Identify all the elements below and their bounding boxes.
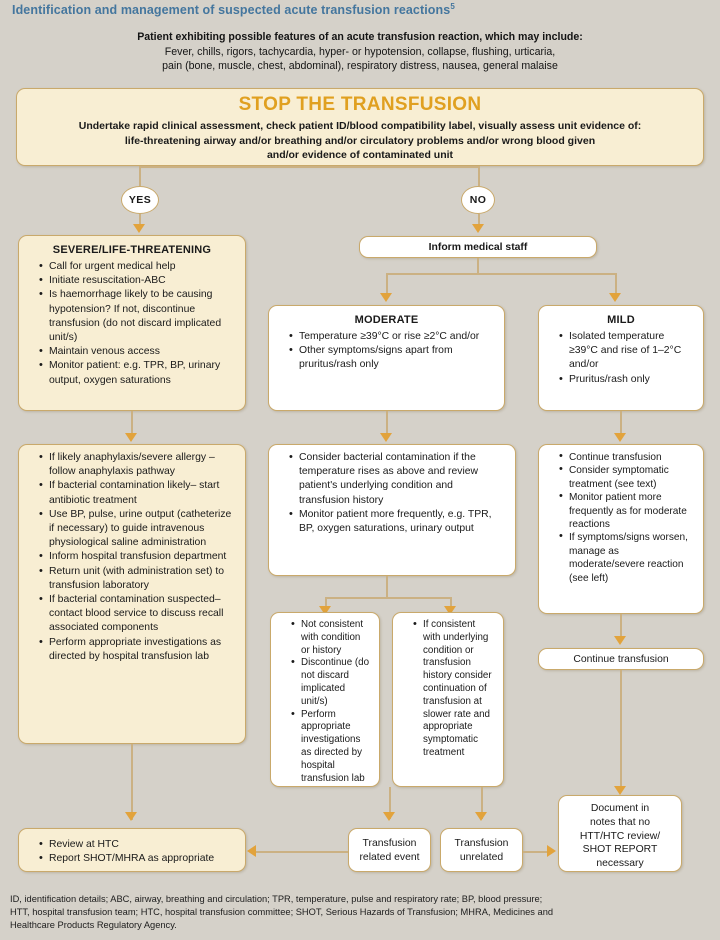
- document-line4: SHOT REPORT: [582, 844, 658, 856]
- decision-no-label: NO: [469, 194, 487, 206]
- transfusion-related-text: [349, 829, 430, 865]
- moderate-box-heading: MODERATE: [354, 314, 419, 326]
- list-item: • Perform appropriate investigations as directed by hospital transfusion lab: [40, 636, 236, 664]
- review-htc-box: [18, 828, 246, 872]
- connector-related-to-review: [256, 851, 348, 853]
- severe-actions-box: [18, 444, 246, 744]
- connector-stop-to-yes: [139, 166, 141, 186]
- transfusion-unrelated-line2: unrelated: [459, 851, 504, 863]
- moderate-actions-list: [278, 451, 506, 536]
- footer-line-1: ID, identification details; ABC, airway, breathing and circulation; TPR, temperature, pulse and respiratory rate; BP, blood pressure;: [10, 894, 543, 904]
- decision-yes: [121, 186, 159, 214]
- transfusion-related-event-box: [348, 828, 431, 872]
- connector-stop-to-no: [478, 166, 480, 186]
- intro-symptoms-line1: Fever, chills, rigors, tachycardia, hyper- or hypotension, collapse, flushing, urticaria,: [164, 45, 556, 58]
- transfusion-related-line1: Transfusion: [362, 838, 417, 849]
- list-item: • Inform hospital transfusion department: [40, 550, 236, 564]
- severe-actions-list: [28, 451, 236, 664]
- list-item: • Monitor patient more frequently, e.g. TPR, BP, oxygen saturations, urinary output: [290, 508, 506, 536]
- arrow-to-mild: [609, 293, 621, 302]
- list-item: • Consider bacterial contamination if the temperature rises as above and review patient's underlying condition and transfusion history: [290, 451, 506, 508]
- severe-box-list: [28, 260, 236, 388]
- connector-continue-to-document: [620, 670, 622, 792]
- arrow-to-review-box: [125, 812, 137, 821]
- connector-moderate-split: [325, 597, 451, 599]
- arrow-to-moderate: [380, 293, 392, 302]
- list-item: • If bacterial contamination likely– start antibiotic treatment: [40, 479, 236, 507]
- connector-severe-actions-down: [131, 744, 133, 820]
- list-item: • Maintain venous access: [40, 345, 236, 359]
- mild-box: [538, 305, 704, 411]
- list-item: • Not consistent with condition or history: [292, 619, 370, 657]
- list-item: • Call for urgent medical help: [40, 260, 236, 274]
- inform-medical-staff-label: Inform medical staff: [428, 242, 528, 253]
- continue-transfusion-box: [538, 648, 704, 670]
- list-item: • Perform appropriate investigations as directed by hospital transfusion lab: [292, 709, 370, 786]
- arrow-no-to-inform: [472, 224, 484, 233]
- mild-box-heading: MILD: [607, 314, 635, 326]
- arrow-moderate-to-actions: [380, 433, 392, 442]
- stop-line-2: life-threatening airway and/or breathing and/or circulatory problems and/or wrong blood given: [124, 134, 596, 147]
- document-notes-text: [559, 796, 681, 871]
- document-line2: notes that no: [589, 816, 651, 828]
- connector-moderate-actions-down: [386, 576, 388, 598]
- arrow-mild-to-actions: [614, 433, 626, 442]
- list-item: • Other symptoms/signs apart from pruritus/rash only: [290, 344, 495, 372]
- arrow-to-continue-transfusion: [614, 636, 626, 645]
- footer-line-3: Healthcare Products Regulatory Agency.: [10, 920, 177, 931]
- transfusion-related-line2: related event: [359, 851, 420, 863]
- list-item: • If consistent with underlying condition or transfusion history consider continuation of transfusion at slower rate and appropriate symptomatic treatment: [414, 619, 494, 760]
- list-item: • Continue transfusion: [560, 451, 694, 464]
- transfusion-unrelated-text: [441, 829, 522, 865]
- not-consistent-list: [280, 619, 370, 785]
- arrow-unrelated-to-document: [547, 845, 556, 857]
- list-item: • Pruritus/rash only: [560, 373, 694, 387]
- intro-symptoms-line2: pain (bone, muscle, chest, abdominal), respiratory distress, nausea, general malaise: [162, 60, 558, 72]
- arrow-severe-to-actions: [125, 433, 137, 442]
- mild-actions-list: [548, 451, 694, 585]
- list-item: • Temperature ≥39°C or rise ≥2°C and/or: [290, 330, 495, 344]
- intro-lead: Patient exhibiting possible features of an acute transfusion reaction, which may include:: [137, 31, 583, 43]
- arrow-yes-to-severe: [133, 224, 145, 233]
- decision-yes-label: YES: [128, 194, 152, 206]
- list-item: • Review at HTC: [40, 838, 236, 852]
- arrow-to-transfusion-unrelated: [475, 812, 487, 821]
- severe-box-heading: SEVERE/LIFE-THREATENING: [52, 244, 212, 256]
- transfusion-unrelated-line1: Transfusion: [454, 838, 509, 849]
- consistent-list: [402, 619, 494, 760]
- not-consistent-box: [270, 612, 380, 787]
- list-item: • Monitor patient: e.g. TPR, BP, urinary output, oxygen saturations: [40, 359, 236, 387]
- page-title: [12, 2, 455, 17]
- severe-box: [18, 235, 246, 411]
- stop-line-3: and/or evidence of contaminated unit: [266, 149, 454, 161]
- document-line5: necessary: [596, 858, 644, 870]
- consistent-box: [392, 612, 504, 787]
- document-notes-box: [558, 795, 682, 872]
- page-title-superscript: 5: [450, 2, 455, 11]
- list-item: • Discontinue (do not discard implicated unit/s): [292, 657, 370, 708]
- mild-box-list: [548, 330, 694, 387]
- document-line1: Document in: [590, 803, 650, 814]
- decision-no: [461, 186, 495, 214]
- connector-unrelated-to-document: [523, 851, 549, 853]
- list-item: • Is haemorrhage likely to be causing hypotension? If not, discontinue transfusion (do not discard implicated unit/s): [40, 288, 236, 345]
- connector-stop-horizontal: [139, 166, 479, 168]
- list-item: • Use BP, pulse, urine output (catheterize if necessary) to guide intravenous physiological saline administration: [40, 508, 236, 551]
- stop-transfusion-box: [16, 88, 704, 166]
- list-item: • Report SHOT/MHRA as appropriate: [40, 852, 236, 866]
- stop-line-1: Undertake rapid clinical assessment, check patient ID/blood compatibility label, visually assess unit evidence of:: [78, 120, 642, 132]
- moderate-actions-box: [268, 444, 516, 576]
- review-htc-list: [28, 835, 236, 866]
- list-item: • If bacterial contamination suspected–contact blood service to discuss recall associated components: [40, 593, 236, 636]
- arrow-to-transfusion-related: [383, 812, 395, 821]
- arrow-to-document: [614, 786, 626, 795]
- arrow-related-to-review: [247, 845, 256, 857]
- moderate-box-list: [278, 330, 495, 373]
- connector-inform-split: [386, 273, 616, 275]
- list-item: • Monitor patient more frequently as for moderate reactions: [560, 491, 694, 531]
- list-item: • Initiate resuscitation-ABC: [40, 274, 236, 288]
- footer-legend: [10, 893, 710, 933]
- list-item: • If likely anaphylaxis/severe allergy – follow anaphylaxis pathway: [40, 451, 236, 479]
- stop-transfusion-title: STOP THE TRANSFUSION: [238, 94, 482, 115]
- document-line3: HTT/HTC review/: [579, 830, 661, 842]
- list-item: • Isolated temperature ≥39°C and rise of 1–2°C and/or: [560, 330, 694, 373]
- footer-line-2: HTT, hospital transfusion team; HTC, hospital transfusion committee; SHOT, Serious Hazards of Transfusion; MHRA, Medicines and: [10, 907, 554, 918]
- moderate-box: [268, 305, 505, 411]
- intro-block: [60, 30, 660, 74]
- page-title-text: Identification and management of suspected acute transfusion reactions: [12, 3, 451, 18]
- list-item: • Return unit (with administration set) to transfusion laboratory: [40, 565, 236, 593]
- stop-transfusion-body: [17, 119, 703, 167]
- inform-medical-staff-box: [359, 236, 597, 258]
- continue-transfusion-label: Continue transfusion: [573, 654, 669, 665]
- list-item: • If symptoms/signs worsen, manage as moderate/severe reaction (see left): [560, 531, 694, 585]
- mild-actions-box: [538, 444, 704, 614]
- list-item: • Consider symptomatic treatment (see text): [560, 464, 694, 491]
- transfusion-unrelated-box: [440, 828, 523, 872]
- connector-inform-down: [477, 258, 479, 274]
